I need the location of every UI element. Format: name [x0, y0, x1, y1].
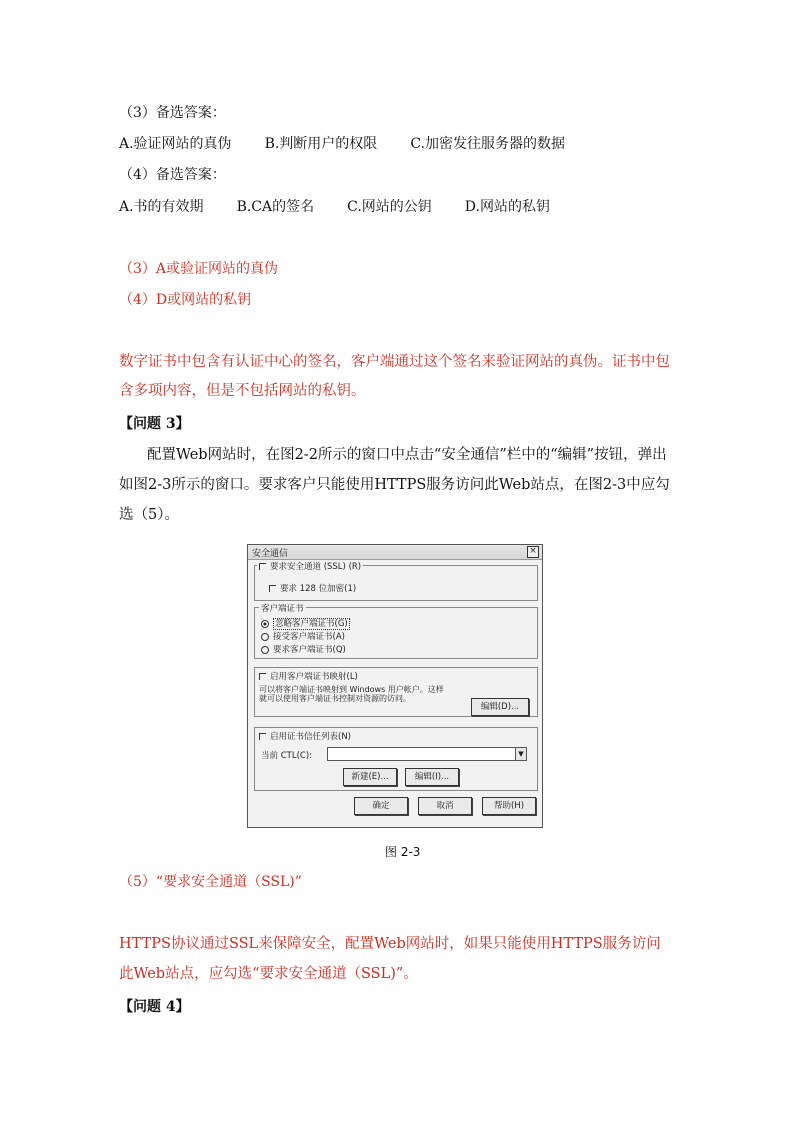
- require-ssl-checkbox[interactable]: 要求安全通道 (SSL) (R): [257, 560, 363, 572]
- q4-options-row: [119, 198, 550, 216]
- ctl-group: [254, 727, 538, 791]
- checkbox-icon: [259, 563, 266, 570]
- chevron-down-icon[interactable]: ▼: [515, 748, 526, 760]
- explanation-1: 数字证书中包含有认证中心的签名，客户端通过这个签名来验证网站的真伪。证书中包含多项内容，但是不包括网站的私钥。: [119, 354, 670, 399]
- mapping-description-1: 可以将客户端证书映射到 Windows 用户帐户。这样: [259, 685, 444, 694]
- dialog-title: 安全通信: [252, 549, 289, 559]
- ok-button[interactable]: 确定: [354, 797, 408, 815]
- q3-options-row: [119, 135, 565, 153]
- require-128-checkbox[interactable]: 要求 128 位加密(1): [269, 582, 356, 594]
- checkbox-icon: [269, 585, 276, 592]
- radio-icon: [261, 620, 269, 628]
- cancel-button[interactable]: 取消: [418, 797, 472, 815]
- close-icon[interactable]: ×: [527, 546, 539, 558]
- help-button[interactable]: 帮助(H): [482, 797, 536, 815]
- q3-option-a: A.验证网站的真伪: [119, 136, 232, 152]
- enable-ctl-checkbox[interactable]: 启用证书信任列表(N): [259, 730, 351, 742]
- checkbox-icon: [259, 733, 266, 740]
- security-dialog-figure: [247, 544, 543, 828]
- radio-icon: [261, 646, 269, 654]
- current-ctl-select[interactable]: [327, 747, 527, 761]
- q4-options-label: （4）备选答案：: [119, 167, 226, 183]
- radio-accept-cert[interactable]: 接受客户端证书(A): [261, 630, 345, 642]
- heading-question-3: 【问题 3】: [119, 416, 190, 432]
- q4-option-a: A.书的有效期: [119, 199, 204, 215]
- mapping-edit-button[interactable]: 编辑(D)...: [471, 698, 529, 716]
- mapping-description-2: 就可以使用客户端证书控制对资源的访问。: [259, 694, 411, 703]
- radio-icon: [261, 633, 269, 641]
- ssl-group: [254, 562, 538, 601]
- answer-4: （4）D或网站的私钥: [119, 292, 252, 308]
- q4-option-d: D.网站的私钥: [464, 199, 550, 215]
- cert-mapping-group: [254, 667, 538, 717]
- q3-option-b: B.判断用户的权限: [264, 136, 378, 152]
- client-cert-group-label: 客户端证书: [261, 604, 304, 614]
- radio-require-cert[interactable]: 要求客户端证书(Q): [261, 643, 346, 655]
- question-3-text: [119, 440, 671, 530]
- heading-question-4: 【问题 4】: [119, 999, 190, 1015]
- ctl-new-button[interactable]: 新建(E)...: [343, 768, 397, 786]
- client-cert-group: [254, 604, 538, 659]
- figure-caption: 图 2-3: [385, 845, 421, 859]
- q4-option-c: C.网站的公钥: [347, 199, 432, 215]
- radio-ignore-cert[interactable]: 忽略客户端证书(G): [261, 617, 350, 629]
- ctl-edit-button[interactable]: 编辑(I)...: [405, 768, 459, 786]
- question-3-body: 配置Web网站时，在图2-2所示的窗口中点击“安全通信”栏中的“编辑”按钮，弹出如图2-3所示的窗口。要求客户只能使用HTTPS服务访问此Web站点，在图2-3中应勾选（5）。: [119, 447, 670, 523]
- enable-mapping-checkbox[interactable]: 启用客户端证书映射(L): [259, 670, 358, 682]
- explanation-2: HTTPS协议通过SSL来保障安全，配置Web网站时，如果只能使用HTTPS服务访问此Web站点，应勾选“要求安全通道（SSL)”。: [119, 936, 661, 982]
- answer-3: （3）A或验证网站的真伪: [119, 261, 279, 277]
- q3-options-label: （3）备选答案：: [119, 105, 226, 121]
- answer-5: （5）“要求安全通道（SSL)”: [119, 874, 302, 890]
- dialog-title-bar: [248, 545, 542, 560]
- q3-option-c: C.加密发往服务器的数据: [410, 136, 565, 152]
- checkbox-icon: [259, 673, 266, 680]
- q4-option-b: B.CA的签名: [236, 199, 315, 215]
- current-ctl-label: 当前 CTL(C):: [261, 751, 312, 761]
